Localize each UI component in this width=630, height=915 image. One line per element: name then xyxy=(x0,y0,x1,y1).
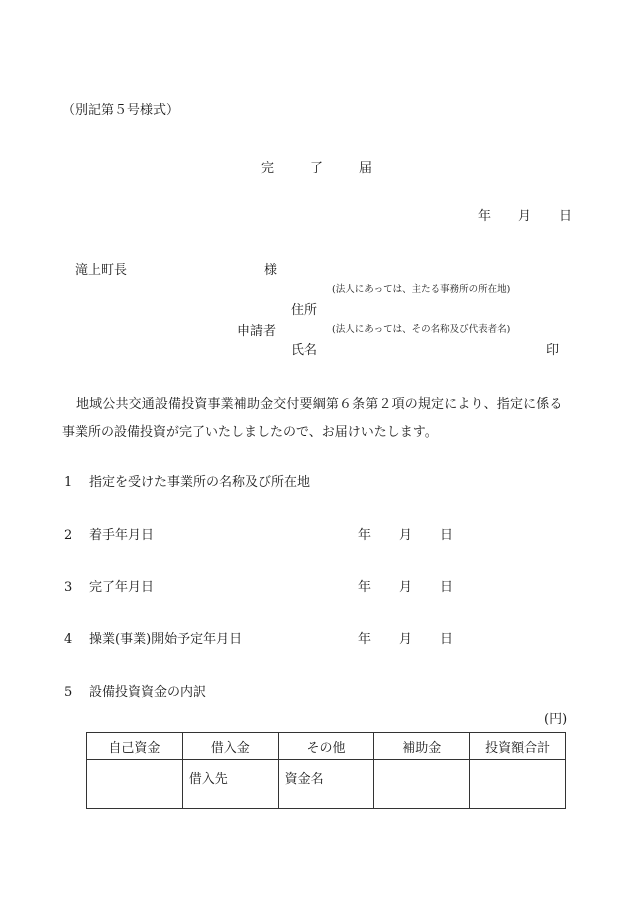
addressee: 滝上町長 xyxy=(75,263,128,278)
date-year: 年 xyxy=(478,209,492,224)
fund-name-label: 資金名 xyxy=(284,772,324,787)
item-number: 5 xyxy=(64,685,73,700)
body-text-line: 事業所の設備投資が完了いたしましたので、お届けいたします。 xyxy=(62,425,438,440)
table-row xyxy=(87,760,566,809)
item-month: 月 xyxy=(399,632,413,647)
item-month: 月 xyxy=(399,528,413,543)
table-header-row xyxy=(87,733,566,760)
item-label: 完了年月日 xyxy=(89,580,155,595)
cell-other xyxy=(278,760,374,809)
date-day: 日 xyxy=(559,209,573,224)
form-reference: （別記第５号様式） xyxy=(62,103,180,118)
header-subsidy: 補助金 xyxy=(374,733,470,760)
item-year: 年 xyxy=(358,580,372,595)
header-own-funds: 自己資金 xyxy=(87,733,183,760)
address-label: 住所 xyxy=(291,303,318,318)
header-borrowings: 借入金 xyxy=(182,733,278,760)
item-label: 着手年月日 xyxy=(89,528,155,543)
seal-mark: 印 xyxy=(546,343,560,358)
honorific: 様 xyxy=(264,263,278,278)
item-day: 日 xyxy=(440,632,454,647)
body-text-line: 地域公共交通設備投資事業補助金交付要綱第６条第２項の規定により、指定に係る xyxy=(76,397,563,412)
title-char: 届 xyxy=(359,161,373,176)
item-year: 年 xyxy=(358,528,372,543)
item-day: 日 xyxy=(440,528,454,543)
cell-borrowings xyxy=(182,760,278,809)
item-year: 年 xyxy=(358,632,372,647)
item-day: 日 xyxy=(440,580,454,595)
item-label: 指定を受けた事業所の名称及び所在地 xyxy=(89,475,311,490)
cell-total-investment xyxy=(470,760,566,809)
cell-own-funds xyxy=(87,760,183,809)
name-note: (法人にあっては、その名称及び代表者名) xyxy=(332,324,511,335)
item-month: 月 xyxy=(399,580,413,595)
item-number: 4 xyxy=(64,632,73,647)
header-total-investment: 投資額合計 xyxy=(470,733,566,760)
lender-label: 借入先 xyxy=(188,772,228,787)
item-label: 設備投資資金の内訳 xyxy=(89,685,207,700)
title-char: 了 xyxy=(310,161,324,176)
title-char: 完 xyxy=(261,161,275,176)
item-label: 操業(事業)開始予定年月日 xyxy=(89,632,243,647)
applicant-label: 申請者 xyxy=(237,324,277,339)
funding-breakdown-table xyxy=(86,732,566,809)
currency-unit: (円) xyxy=(544,712,568,727)
item-number: 2 xyxy=(64,528,73,543)
header-other: その他 xyxy=(278,733,374,760)
name-label: 氏名 xyxy=(291,343,318,358)
address-note: (法人にあっては、主たる事務所の所在地) xyxy=(332,284,511,295)
item-number: 3 xyxy=(64,580,73,595)
item-number: 1 xyxy=(64,475,73,490)
date-month: 月 xyxy=(518,209,532,224)
cell-subsidy xyxy=(374,760,470,809)
